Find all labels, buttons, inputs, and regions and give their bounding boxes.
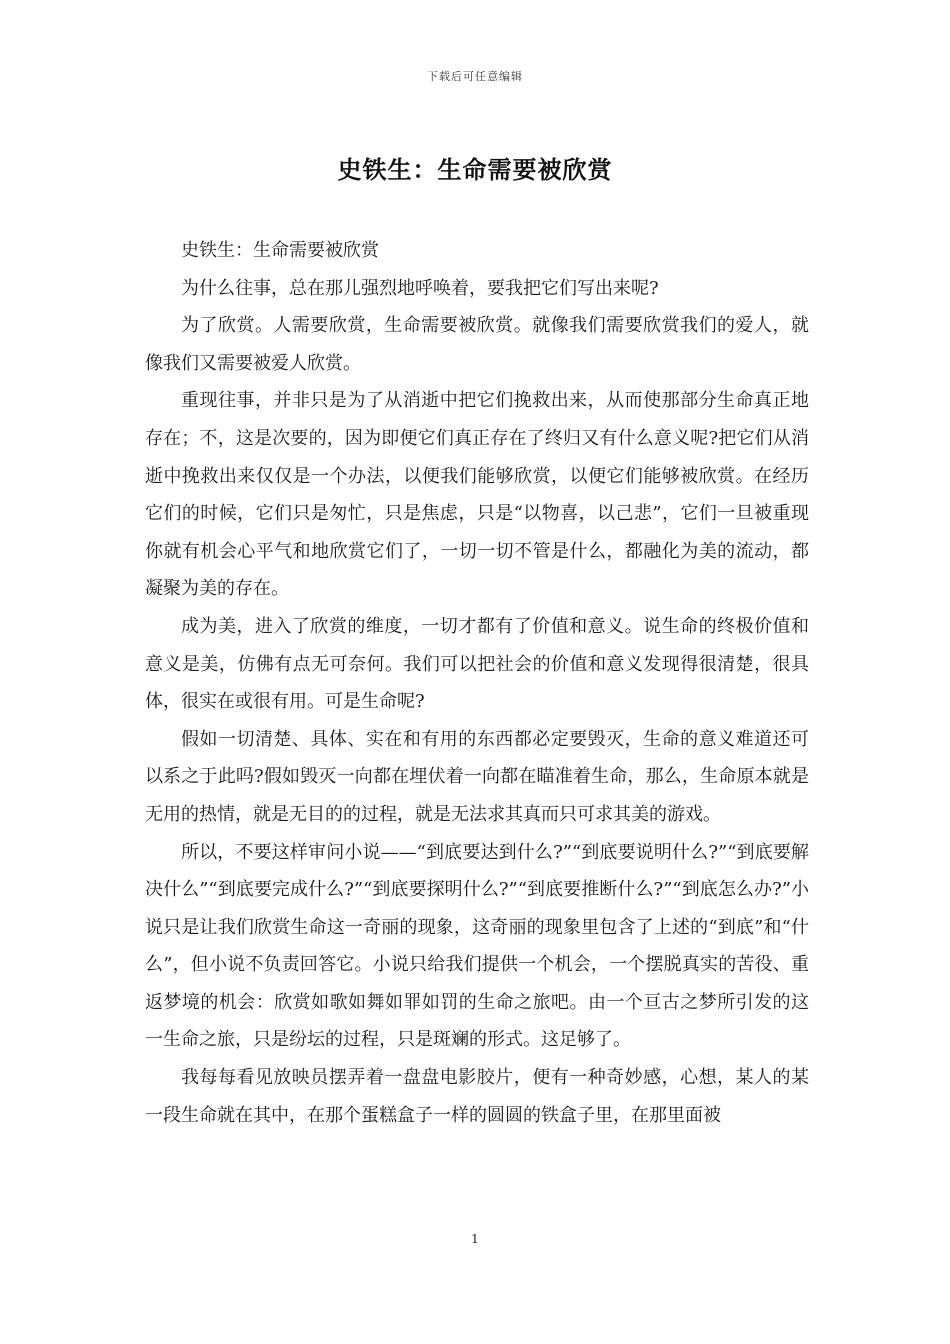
page-number: 1 [471,1232,479,1246]
paragraph: 重现往事，并非只是为了从消逝中把它们挽救出来，从而使那部分生命真正地存在；不，这是次要的，因为即便它们真正存在了终归又有什么意义呢?把它们从消逝中挽救出来仅仅是一个办法，以便我们能够欣赏，以便它们能够被欣赏。在经历它们的时候，它们只是匆忙，只是焦虑，只是“以物喜，以己悲”，它们一旦被重现你就有机会心平气和地欣赏它们了，一切一切不管是什么，都融化为美的流动，都凝聚为美的存在。 [145,390,809,600]
header-note: 下载后可任意编辑 [427,70,523,83]
paragraph: 为什么往事，总在那儿强烈地呼唤着，要我把它们写出来呢? [181,277,659,299]
paragraph: 所以，不要这样审问小说——“到底要达到什么?”“到底要说明什么?”“到底要解决什么”“到底要完成什么?”“到底要探明什么?”“到底要推断什么?”“到底怎么办?”小说只是让我们欣赏生命这一奇丽的现象，这奇丽的现象里包含了上述的“到底”和“什么”，但小说不负责回答它。小说只给我们提供一个机会，一个摆脱真实的苦役、重返梦境的机会：欣赏如歌如舞如罪如罚的生命之旅吧。由一个亘古之梦所引发的这一生命之旅，只是纷坛的过程，只是斑斓的形式。这足够了。 [145,841,809,1051]
paragraph: 为了欣赏。人需要欣赏，生命需要被欣赏。就像我们需要欣赏我们的爱人，就像我们又需要被爱人欣赏。 [145,315,809,374]
document-title: 史铁生：生命需要被欣赏 [337,155,613,184]
paragraph: 史铁生：生命需要被欣赏 [181,240,379,261]
document-body [145,232,809,1134]
paragraph: 成为美，进入了欣赏的维度，一切才都有了价值和意义。说生命的终极价值和意义是美，仿佛有点无可奈何。我们可以把社会的价值和意义发现得很清楚，很具体，很实在或很有用。可是生命呢? [145,615,809,713]
paragraph: 我每每看见放映员摆弄着一盘盘电影胶片，便有一种奇妙感，心想，某人的某一段生命就在其中，在那个蛋糕盒子一样的圆圆的铁盒子里，在那里面被 [145,1067,809,1126]
paragraph: 假如一切清楚、具体、实在和有用的东西都必定要毁灭，生命的意义难道还可以系之于此吗?假如毁灭一向都在埋伏着一向都在瞄准着生命，那么，生命原本就是无用的热情，就是无目的的过程，就是无法求其真而只可求其美的游戏。 [145,728,809,825]
